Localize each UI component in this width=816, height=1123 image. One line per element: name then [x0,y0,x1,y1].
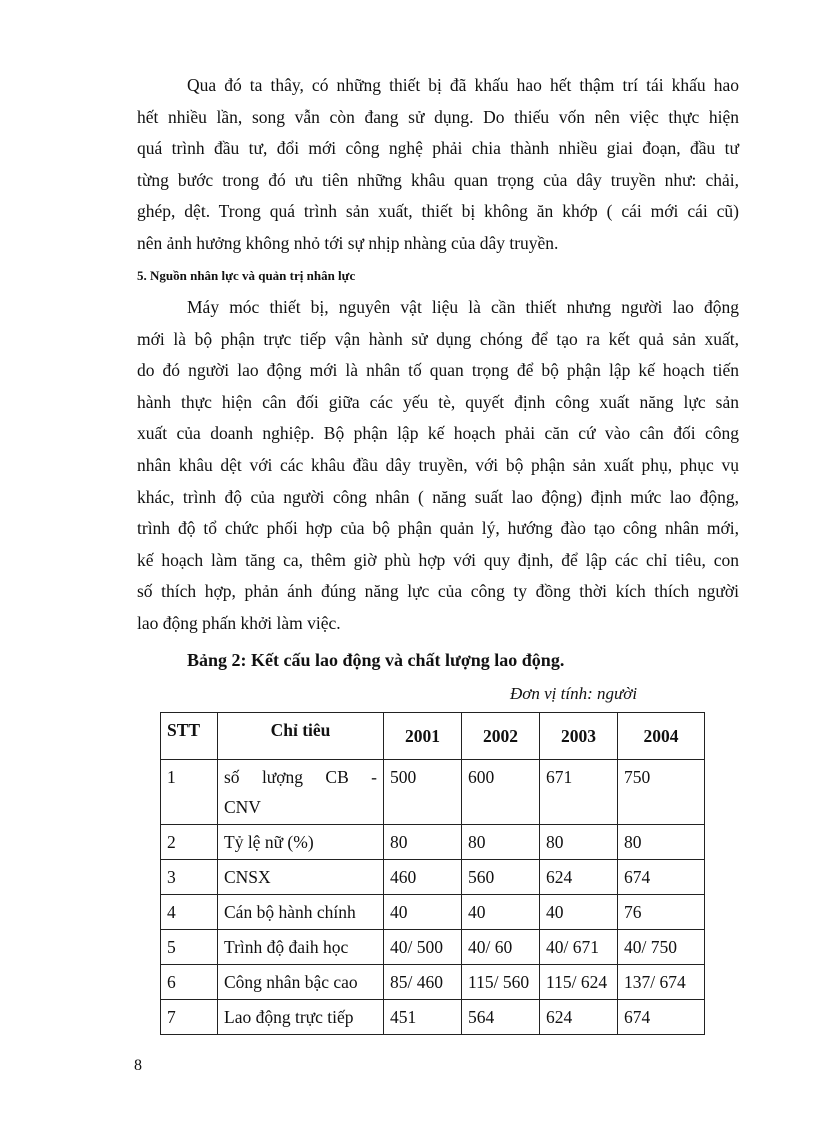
table-row [161,965,705,1000]
cell-indicator: Cán bộ hành chính [218,895,384,930]
table-row [161,825,705,860]
cell-value: 40 [384,895,462,930]
header-stt: STT [161,713,218,760]
table-row [161,760,705,825]
text-line: hết nhiều lần, song vẫn còn đang sử dụng. Do thiếu vốn nên việc thực hiện [137,106,739,127]
text-line: xuất của doanh nghiệp. Bộ phận lập kế hoạch phải căn cứ vào cân đối công [137,423,739,444]
cell-value: 564 [462,1000,540,1035]
header-2003: 2003 [540,713,618,760]
cell-value: 80 [462,825,540,860]
page-number: 8 [134,1057,142,1074]
text-line: trình độ tổ chức phối hợp của bộ phận quản lý, hướng đào tạo công nhân mới, [137,518,739,539]
text-line: mới là bộ phận trực tiếp vận hành sử dụng chóng để tạo ra kết quả sản xuất, [137,328,739,349]
text-line: khác, trình độ của người công nhân ( năng suất lao động) định mức lao động, [137,486,739,507]
cell-value: 115/ 560 [462,965,540,1000]
text-line: số thích hợp, phản ánh đúng năng lực của công ty đồng thời kích thích người [137,581,739,602]
header-indicator: Chỉ tiêu [218,713,384,760]
cell-indicator: Công nhân bậc cao [218,965,384,1000]
cell-stt: 7 [161,1000,218,1035]
text-line: nhân khâu dệt với các khâu đầu dây truyền, với bộ phận sản xuất phụ, phục vụ [137,454,739,475]
cell-value: 76 [618,895,705,930]
cell-value: 85/ 460 [384,965,462,1000]
cell-stt: 2 [161,825,218,860]
cell-value: 624 [540,1000,618,1035]
cell-value: 674 [618,1000,705,1035]
cell-indicator-line: CNV [224,797,261,817]
text-line: lao động phấn khởi làm việc. [137,612,341,633]
cell-value: 137/ 674 [618,965,705,1000]
text-line: kế hoạch làm tăng ca, thêm giờ phù hợp với quy định, để lập các chỉ tiêu, con [137,549,739,570]
text-line: do đó người lao động mới là nhân tố quan trọng để bộ phận lập kế hoạch tiến [137,360,739,381]
cell-indicator: CNSX [218,860,384,895]
cell-value: 80 [618,825,705,860]
cell-value: 80 [540,825,618,860]
cell-value: 560 [462,860,540,895]
cell-value: 671 [540,760,618,825]
cell-value: 460 [384,860,462,895]
table-row [161,930,705,965]
cell-stt: 3 [161,860,218,895]
table-header-row [161,713,705,760]
header-2004: 2004 [618,713,705,760]
text-line: ghép, dệt. Trong quá trình sản xuất, thiết bị không ăn khớp ( cái mới cái cũ) [137,201,739,222]
cell-value: 600 [462,760,540,825]
cell-value: 624 [540,860,618,895]
text-line: từng bước trong đó ưu tiên những khâu quan trọng của dây truyền như: chải, [137,169,739,190]
cell-indicator: Lao động trực tiếp [218,1000,384,1035]
table-row [161,860,705,895]
section-heading: 5. Nguồn nhân lực và quản trị nhân lực [137,268,356,283]
header-2002: 2002 [462,713,540,760]
cell-indicator [218,760,384,825]
cell-stt: 5 [161,930,218,965]
cell-stt: 4 [161,895,218,930]
cell-stt: 6 [161,965,218,1000]
cell-indicator: Trình độ đaih học [218,930,384,965]
cell-value: 40 [540,895,618,930]
labor-structure-table [160,712,705,1035]
paragraph-labor [137,292,739,640]
text-line: Qua đó ta thây, có những thiết bị đã khấu hao hết thậm trí tái khấu hao [187,75,739,95]
cell-value: 500 [384,760,462,825]
text-line: hành thực hiện cân đối giữa các yếu tè, quyết định công xuất năng lực sản [137,391,739,412]
cell-value: 674 [618,860,705,895]
text-line: nên ảnh hưởng không nhỏ tới sự nhịp nhàng của dây truyền. [137,232,559,253]
text-line: quá trình đầu tư, đổi mới công nghệ phải chia thành nhiều giai đoạn, đầu tư [137,138,739,159]
cell-value: 451 [384,1000,462,1035]
cell-indicator-line: số lượng CB - [224,767,377,787]
unit-note: Đơn vị tính: người [510,684,638,703]
paragraph-equipment [137,70,739,260]
cell-value: 40/ 60 [462,930,540,965]
cell-value: 40 [462,895,540,930]
cell-value: 40/ 500 [384,930,462,965]
cell-value: 40/ 671 [540,930,618,965]
table-row [161,1000,705,1035]
cell-stt: 1 [161,760,218,825]
table-caption: Bảng 2: Kết cấu lao động và chất lượng lao động. [187,650,565,670]
cell-value: 40/ 750 [618,930,705,965]
cell-value: 80 [384,825,462,860]
cell-indicator: Tỷ lệ nữ (%) [218,825,384,860]
cell-value: 115/ 624 [540,965,618,1000]
header-2001: 2001 [384,713,462,760]
table-row [161,895,705,930]
text-line: Máy móc thiết bị, nguyên vật liệu là cần thiết nhưng người lao động [187,297,739,317]
cell-value: 750 [618,760,705,825]
